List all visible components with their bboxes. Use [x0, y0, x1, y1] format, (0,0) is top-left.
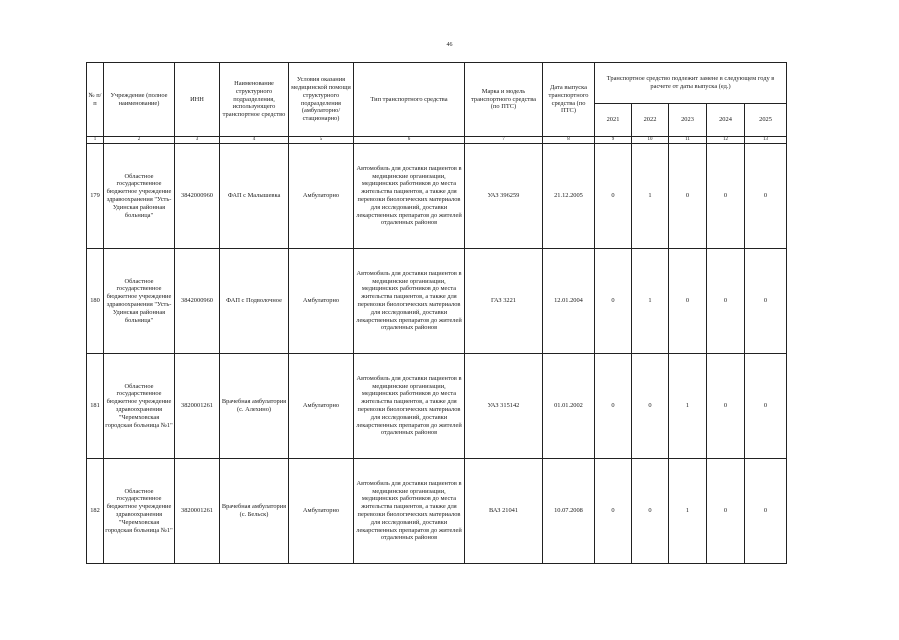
header-inn: ИНН [175, 63, 220, 137]
cell-year-2024: 0 [707, 144, 745, 249]
cell-year-2021: 0 [595, 249, 632, 354]
column-number: 2 [104, 137, 175, 144]
cell-inn: 3820001261 [175, 459, 220, 564]
column-number: 3 [175, 137, 220, 144]
table-row [87, 459, 787, 564]
cell-release-date: 10.07.2008 [543, 459, 595, 564]
cell-vehicle-type: Автомобиль для доставки пациентов в медицинские организации, медицинских работников до места жительства пациентов, а также для перевозки биологических материалов для исследований, доставки лекарственных препаратов до жителей отдаленных районов [354, 354, 465, 459]
cell-num: 179 [87, 144, 104, 249]
table-row [87, 354, 787, 459]
cell-institution: Областное государственное бюджетное учреждение здравоохранения "Черемховская городская больница №1" [104, 354, 175, 459]
cell-subdivision: Врачебная амбулатория (с. Алехино) [220, 354, 289, 459]
cell-year-2021: 0 [595, 459, 632, 564]
cell-conditions: Амбулаторно [289, 354, 354, 459]
cell-inn: 3842000960 [175, 249, 220, 354]
header-vehicle-type: Тип транспортного средства [354, 63, 465, 137]
cell-year-2022: 0 [632, 354, 669, 459]
cell-year-2024: 0 [707, 354, 745, 459]
header-year-2024: 2024 [707, 104, 745, 137]
column-number: 11 [669, 137, 707, 144]
header-model: Марка и модель транспортного средства (по ПТС) [465, 63, 543, 137]
cell-vehicle-type: Автомобиль для доставки пациентов в медицинские организации, медицинских работников до места жительства пациентов, а также для перевозки биологических материалов для исследований, доставки лекарственных препаратов до жителей отдаленных районов [354, 459, 465, 564]
vehicle-replacement-table [86, 62, 787, 564]
cell-num: 182 [87, 459, 104, 564]
cell-year-2025: 0 [745, 459, 787, 564]
cell-year-2023: 0 [669, 249, 707, 354]
cell-num: 180 [87, 249, 104, 354]
header-release-date: Дата выпуска транспортного средства (по ПТС) [543, 63, 595, 137]
column-number: 8 [543, 137, 595, 144]
cell-model: УАЗ 315142 [465, 354, 543, 459]
cell-num: 181 [87, 354, 104, 459]
cell-subdivision: ФАП с Малышевка [220, 144, 289, 249]
header-conditions: Условия оказания медицинской помощи структурного подразделения (амбулаторно/стационарно) [289, 63, 354, 137]
column-number: 7 [465, 137, 543, 144]
cell-year-2025: 0 [745, 144, 787, 249]
cell-year-2023: 1 [669, 354, 707, 459]
column-number: 1 [87, 137, 104, 144]
column-number: 10 [632, 137, 669, 144]
cell-conditions: Амбулаторно [289, 459, 354, 564]
cell-year-2023: 0 [669, 144, 707, 249]
cell-year-2022: 1 [632, 249, 669, 354]
cell-year-2025: 0 [745, 354, 787, 459]
column-number: 5 [289, 137, 354, 144]
cell-vehicle-type: Автомобиль для доставки пациентов в медицинские организации, медицинских работников до места жительства пациентов, а также для перевозки биологических материалов для исследований, доставки лекарственных препаратов до жителей отдаленных районов [354, 249, 465, 354]
header-subdivision: Наименование структурного подразделения, использующего транспортное средство [220, 63, 289, 137]
cell-year-2025: 0 [745, 249, 787, 354]
cell-release-date: 12.01.2004 [543, 249, 595, 354]
column-number: 9 [595, 137, 632, 144]
cell-year-2022: 0 [632, 459, 669, 564]
header-institution: Учреждение (полное наименование) [104, 63, 175, 137]
header-year-2025: 2025 [745, 104, 787, 137]
cell-year-2024: 0 [707, 249, 745, 354]
cell-model: УАЗ 396259 [465, 144, 543, 249]
cell-institution: Областное государственное бюджетное учреждение здравоохранения "Черемховская городская больница №1" [104, 459, 175, 564]
page-number: 46 [446, 42, 453, 48]
cell-model: ГАЗ 3221 [465, 249, 543, 354]
cell-year-2021: 0 [595, 354, 632, 459]
cell-year-2024: 0 [707, 459, 745, 564]
table-row [87, 144, 787, 249]
header-num: № п/п [87, 63, 104, 137]
cell-institution: Областное государственное бюджетное учреждение здравоохранения "Усть-Удинская районная больница" [104, 249, 175, 354]
cell-inn: 3820001261 [175, 354, 220, 459]
header-replacement-group: Транспортное средство подлежит замене в следующем году в расчете от даты выпуска (ед.) [595, 63, 787, 104]
column-number: 6 [354, 137, 465, 144]
column-number: 13 [745, 137, 787, 144]
cell-inn: 3842000960 [175, 144, 220, 249]
cell-year-2022: 1 [632, 144, 669, 249]
cell-conditions: Амбулаторно [289, 144, 354, 249]
cell-institution: Областное государственное бюджетное учреждение здравоохранения "Усть-Удинская районная больница" [104, 144, 175, 249]
cell-subdivision: Врачебная амбулатория (с. Бельск) [220, 459, 289, 564]
header-year-2023: 2023 [669, 104, 707, 137]
cell-vehicle-type: Автомобиль для доставки пациентов в медицинские организации, медицинских работников до места жительства пациентов, а также для перевозки биологических материалов для исследований, доставки лекарственных препаратов до жителей отдаленных районов [354, 144, 465, 249]
column-number-row [87, 137, 787, 144]
cell-release-date: 21.12.2005 [543, 144, 595, 249]
header-year-2021: 2021 [595, 104, 632, 137]
header-year-2022: 2022 [632, 104, 669, 137]
cell-year-2021: 0 [595, 144, 632, 249]
cell-model: ВАЗ 21041 [465, 459, 543, 564]
cell-year-2023: 1 [669, 459, 707, 564]
cell-subdivision: ФАП с Подволочное [220, 249, 289, 354]
header-row-main [87, 63, 787, 104]
column-number: 4 [220, 137, 289, 144]
column-number: 12 [707, 137, 745, 144]
cell-conditions: Амбулаторно [289, 249, 354, 354]
cell-release-date: 01.01.2002 [543, 354, 595, 459]
table-row [87, 249, 787, 354]
